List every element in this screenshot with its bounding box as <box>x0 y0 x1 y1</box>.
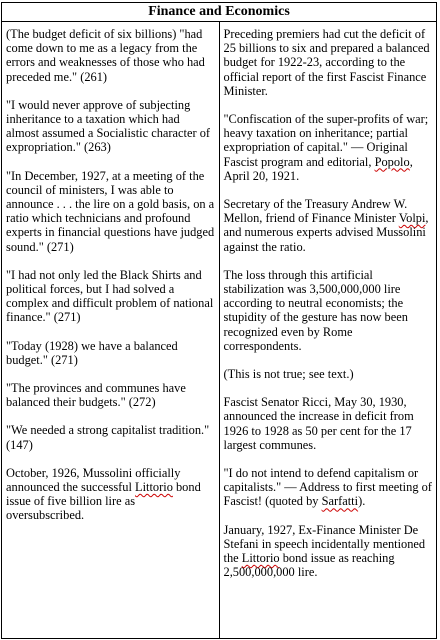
text-segment: October, 1926, Mussolini officially announced the successful <box>6 465 181 495</box>
left-column <box>2 22 220 639</box>
left-entry-7 <box>6 466 216 523</box>
right-entry-5: Fascist Senator Ricci, May 30, 1930, announced the increase in deficit from 1926 to 1928 as 50 per cent for the 17 largest communes. <box>223 395 414 452</box>
left-entry-6: "We needed a strong capitalist tradition." (147) <box>6 423 210 452</box>
right-entry-7 <box>224 523 434 580</box>
right-entry-2 <box>224 197 434 254</box>
text-segment: bond issue of five billion lire as oversubscribed. <box>6 480 201 523</box>
left-entry-0: (The budget deficit of six billions) "had come down to me as a legacy from the errors and weaknesses of those who had preceded me." (261) <box>6 27 205 84</box>
spellcheck-word: Sarfatti <box>321 494 359 509</box>
left-entry-1: "I would never approve of subjecting inheritance to a taxation which had almost assumed a Socialistic character of expropriation." (263) <box>6 97 211 155</box>
text-segment: bond issue as reaching 2,500,000,000 lire. <box>223 551 395 580</box>
left-entry-5: "The provinces and communes have balanced their budgets." (272) <box>6 381 186 410</box>
text-segment: , and numerous experts advised Mussolini against the ratio. <box>223 211 429 254</box>
text-segment: January, 1927, Ex-Finance Minister De Stefani in speech incidentally mentioned the <box>223 522 426 566</box>
text-segment: , April 20, 1921. <box>223 154 413 183</box>
table-title: Finance and Economics <box>2 3 437 22</box>
spellcheck-word: Littorio <box>135 480 173 495</box>
right-entry-4: (This is not true; see text.) <box>223 367 354 382</box>
text-segment: "I do not intend to defend capitalism or capitalists." — Address to first meeting of Fascist! (quoted by <box>223 466 432 509</box>
spellcheck-word: Littorio <box>241 551 280 566</box>
right-entry-3: The loss through this artificial stabilization was 3,500,000,000 lire according to neutral economists; the stupidity of the gesture has now been recognized even by Rome correspondents. <box>223 267 408 353</box>
left-entry-4: "Today (1928) we have a balanced budget." (271) <box>6 338 178 367</box>
right-entry-1 <box>224 112 434 183</box>
finance-comparison-table <box>1 2 437 639</box>
spellcheck-word: Volpi <box>398 211 426 226</box>
right-entry-6 <box>224 466 434 509</box>
text-segment: "Confiscation of the super-profits of war; heavy taxation on inheritance; partial expropriation of capital." — Original Fascist program and editorial, <box>223 112 429 169</box>
right-entry-0: Preceding premiers had cut the deficit of 25 billions to six and prepared a balanced budget for 1922-23, according to the official report of the first Fascist Finance Minister. <box>223 27 430 98</box>
text-segment: Secretary of the Treasury Andrew W. Mellon, friend of Finance Minister <box>223 197 408 226</box>
spellcheck-word: Popolo <box>374 154 410 169</box>
text-segment: ). <box>358 494 366 509</box>
left-entry-2: "In December, 1927, at a meeting of the council of ministers, I was able to announce . . . the lire on a gold basis, on a ratio which technicians and profound experts in financial questions have judged sound." (271) <box>6 168 215 254</box>
right-column <box>219 22 437 639</box>
left-entry-3: "I had not only led the Black Shirts and political forces, but I had solved a complex and difficult problem of national finance." (271) <box>6 267 214 325</box>
